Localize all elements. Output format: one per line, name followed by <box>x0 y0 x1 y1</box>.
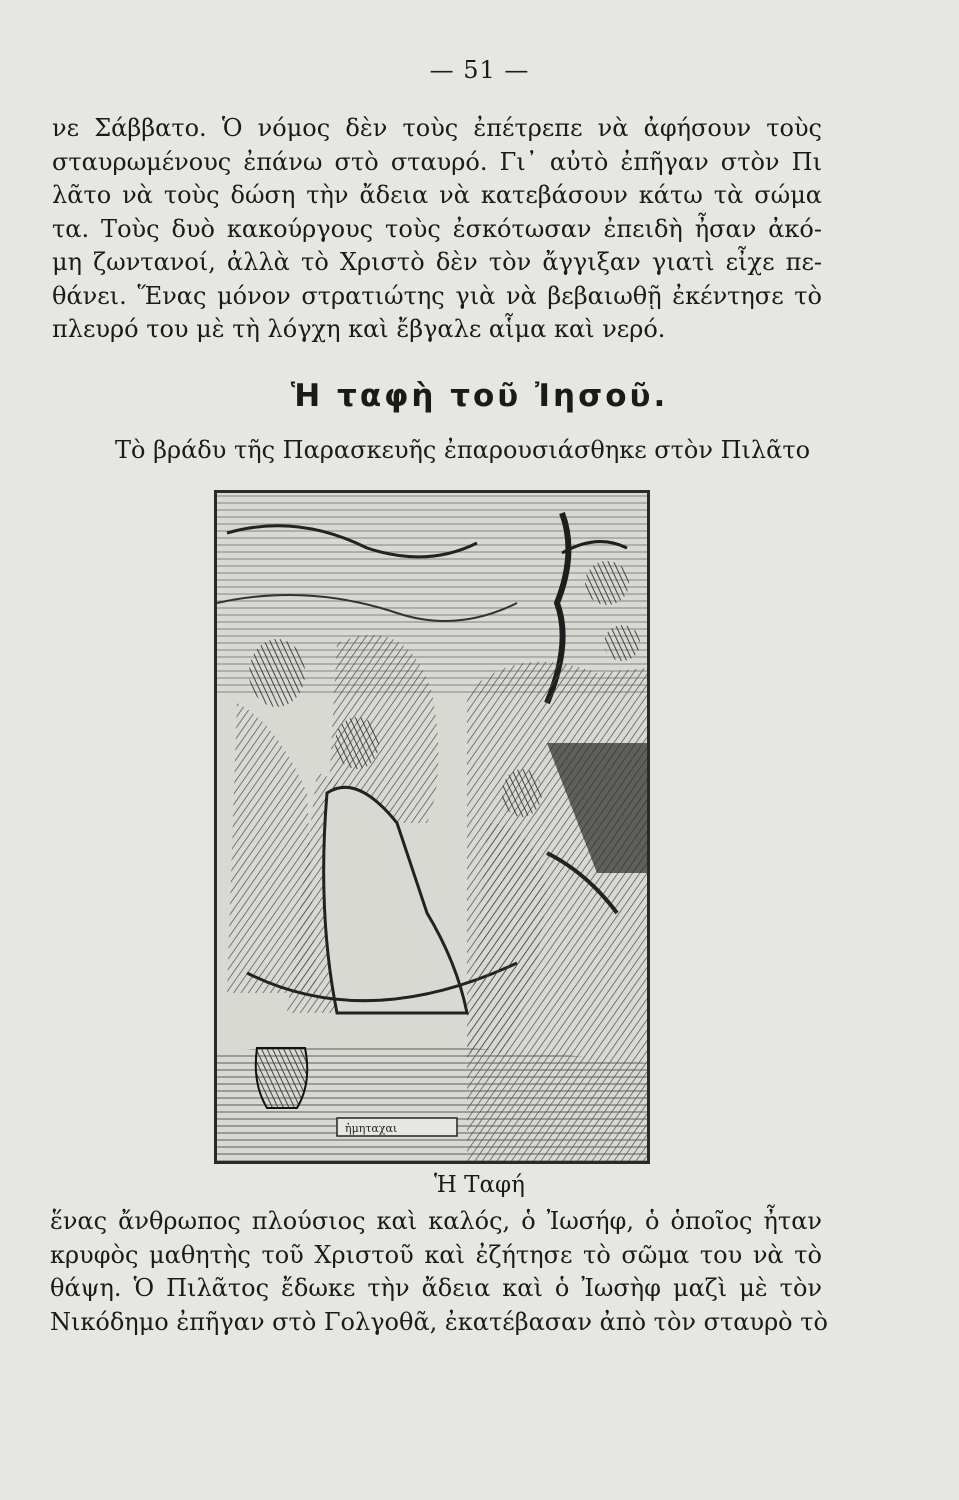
burial-engraving-illustration <box>214 490 650 1164</box>
paragraph-crucifixion-end <box>52 112 822 347</box>
page-number: — 51 — <box>429 56 530 84</box>
text-line: κρυφὸς μαθητὴς τοῦ Χριστοῦ καὶ ἐζήτησε τὸ σῶμα του νὰ τὸ <box>50 1240 822 1269</box>
text-line: θάνει. Ἕνας μόνον στρατιώτης γιὰ νὰ βεβαιωθῇ ἐκέντησε τὸ <box>52 281 822 310</box>
text-line: νε Σάββατο. Ὁ νόμος δὲν τοὺς ἐπέτρεπε νὰ ἀφήσουν τοὺς <box>52 114 822 142</box>
text-line: Νικόδημο ἐπῆγαν στὸ Γολγοθᾶ, ἐκατέβασαν ἀπὸ τὸν σταυρὸ τὸ <box>50 1307 828 1336</box>
text-line: μη ζωντανοί, ἀλλὰ τὸ Χριστὸ δὲν τὸν ἄγγιξαν γιατὶ εἶχε πε- <box>52 248 822 276</box>
text-line: σταυρωμένους ἐπάνω στὸ σταυρό. Γι᾿ αὐτὸ ἐπῆγαν στὸν Πι <box>52 147 822 176</box>
figure-caption: Ἡ Ταφή <box>434 1172 525 1198</box>
paragraph-joseph-request <box>50 1205 828 1339</box>
text-line: ἕνας ἄνθρωπος πλούσιος καὶ καλός, ὁ Ἰωσήφ, ὁ ὁποῖος ἦταν <box>50 1207 822 1235</box>
engraving-artwork <box>217 493 647 1161</box>
section-lead-line: Τὸ βράδυ τῆς Παρασκευῆς ἐπαρουσιάσθηκε στὸν Πιλᾶτο <box>115 436 811 464</box>
text-line: θάψη. Ὁ Πιλᾶτος ἔδωκε τὴν ἄδεια καὶ ὁ Ἰωσὴφ μαζὶ μὲ τὸν <box>50 1274 822 1302</box>
text-line: πλευρό του μὲ τὴ λόγχη καὶ ἔβγαλε αἷμα καὶ νερό. <box>52 315 666 343</box>
text-line: τα. Τοὺς δυὸ κακούργους τοὺς ἐσκότωσαν ἐπειδὴ ἦσαν ἀκό- <box>52 214 822 243</box>
section-heading: Ἡ ταφὴ τοῦ Ἰησοῦ. <box>290 378 669 414</box>
text-line: λᾶτο νὰ τοὺς δώση τὴν ἄδεια νὰ κατεβάσουν κάτω τὰ σώμα <box>52 181 822 209</box>
scroll-inscription: ἡμηταχαι <box>345 1122 398 1135</box>
